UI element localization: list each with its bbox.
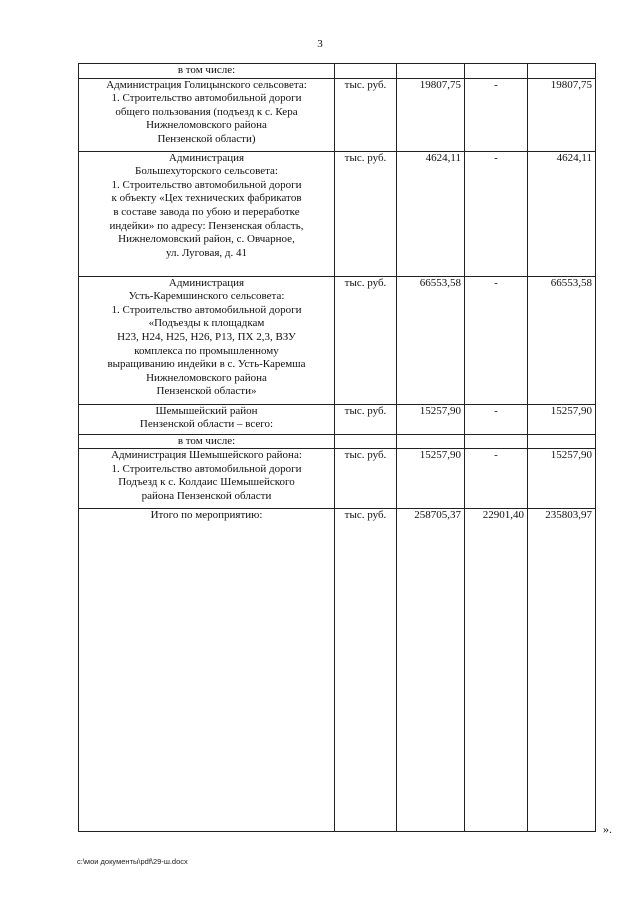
total-amount-cell bbox=[397, 434, 465, 449]
row-name-line: ул. Луговая, д. 41 bbox=[165, 246, 248, 259]
row-name-line: Усть-Каремшинского сельсовета: bbox=[128, 290, 285, 303]
table-row bbox=[79, 151, 596, 276]
regional-amount-cell: 19807,75 bbox=[528, 78, 596, 151]
federal-amount-cell: 22901,40 bbox=[465, 509, 528, 832]
row-name-line: Н23, Н24, Н25, Н26, Р13, ПХ 2,3, ВЗУ bbox=[117, 330, 296, 343]
row-name-line: Администрация Шемышейского района: bbox=[111, 449, 302, 462]
federal-amount-cell: - bbox=[465, 404, 528, 434]
row-name-cell bbox=[79, 276, 335, 404]
table-row bbox=[79, 64, 596, 79]
row-name-line: 1. Строительство автомобильной дороги bbox=[111, 178, 302, 191]
row-name-line: Пензенской области) bbox=[157, 132, 256, 145]
row-name-cell bbox=[79, 151, 335, 276]
table-row bbox=[79, 404, 596, 434]
table-row bbox=[79, 78, 596, 151]
row-name-line: «Подъезды к площадкам bbox=[148, 317, 265, 330]
federal-amount-cell bbox=[465, 64, 528, 79]
regional-amount-cell: 15257,90 bbox=[528, 404, 596, 434]
row-name-line: Администрация bbox=[168, 151, 245, 164]
row-name-cell bbox=[79, 509, 335, 832]
row-name-cell bbox=[79, 64, 335, 79]
regional-amount-cell: 235803,97 bbox=[528, 509, 596, 832]
total-amount-cell: 4624,11 bbox=[397, 151, 465, 276]
unit-cell: тыс. руб. bbox=[335, 404, 397, 434]
row-name-line: Подъезд к с. Колдаис Шемышейского bbox=[118, 476, 295, 489]
table-row bbox=[79, 276, 596, 404]
row-name-line: Пензенской области – всего: bbox=[139, 418, 274, 431]
footer-file-path: c:\мои документы\pdf\29-ш.docx bbox=[77, 857, 188, 866]
total-amount-cell: 258705,37 bbox=[397, 509, 465, 832]
total-amount-cell: 19807,75 bbox=[397, 78, 465, 151]
unit-cell: тыс. руб. bbox=[335, 509, 397, 832]
row-name-line: 1. Строительство автомобильной дороги bbox=[111, 92, 302, 105]
total-amount-cell bbox=[397, 64, 465, 79]
total-amount-cell: 15257,90 bbox=[397, 404, 465, 434]
federal-amount-cell bbox=[465, 434, 528, 449]
row-name-line: Нижнеломовского района bbox=[146, 119, 267, 132]
row-name-line: в том числе: bbox=[177, 64, 236, 76]
unit-cell: тыс. руб. bbox=[335, 78, 397, 151]
regional-amount-cell bbox=[528, 434, 596, 449]
row-name-line: к объекту «Цех технических фабрикатов bbox=[111, 192, 302, 205]
row-name-line: Администрация Голицынского сельсовета: bbox=[106, 78, 307, 91]
total-amount-cell: 15257,90 bbox=[397, 449, 465, 509]
federal-amount-cell: - bbox=[465, 449, 528, 509]
row-name-line: Большехуторского сельсовета: bbox=[135, 165, 278, 178]
row-name-line: 1. Строительство автомобильной дороги bbox=[111, 303, 302, 316]
regional-amount-cell bbox=[528, 64, 596, 79]
row-name-line: Итого по мероприятию: bbox=[150, 509, 263, 522]
federal-amount-cell: - bbox=[465, 78, 528, 151]
closing-quote: ». bbox=[603, 822, 612, 836]
table-row bbox=[79, 449, 596, 509]
row-name-line: Шемышейский район bbox=[155, 404, 258, 417]
row-name-line: 1. Строительство автомобильной дороги bbox=[111, 462, 302, 475]
regional-amount-cell: 66553,58 bbox=[528, 276, 596, 404]
row-name-line: выращиванию индейки в с. Усть-Каремша bbox=[107, 358, 306, 371]
row-name-line: в том числе: bbox=[177, 434, 236, 447]
regional-amount-cell: 15257,90 bbox=[528, 449, 596, 509]
unit-cell: тыс. руб. bbox=[335, 449, 397, 509]
row-name-line: общего пользования (подъезд к с. Кера bbox=[115, 105, 298, 118]
row-name-cell bbox=[79, 449, 335, 509]
row-name-line: комплекса по промышленному bbox=[134, 344, 279, 357]
row-name-line: Пензенской области» bbox=[156, 385, 257, 398]
row-name-cell bbox=[79, 434, 335, 449]
federal-amount-cell: - bbox=[465, 276, 528, 404]
row-name-cell bbox=[79, 404, 335, 434]
row-name-line: в составе завода по убою и переработке bbox=[113, 205, 300, 218]
unit-cell bbox=[335, 64, 397, 79]
budget-table bbox=[78, 63, 596, 832]
unit-cell: тыс. руб. bbox=[335, 151, 397, 276]
row-name-line: Нижнеломовского района bbox=[146, 371, 267, 384]
row-name-line: Нижнеломовский район, с. Овчарное, bbox=[118, 233, 295, 246]
row-name-cell bbox=[79, 78, 335, 151]
row-name-line: индейки» по адресу: Пензенская область, bbox=[109, 219, 304, 232]
page-number: 3 bbox=[317, 38, 323, 50]
total-amount-cell: 66553,58 bbox=[397, 276, 465, 404]
federal-amount-cell: - bbox=[465, 151, 528, 276]
row-name-line: Администрация bbox=[168, 276, 245, 289]
row-name-line: района Пензенской области bbox=[141, 489, 272, 502]
table-row bbox=[79, 509, 596, 832]
unit-cell bbox=[335, 434, 397, 449]
regional-amount-cell: 4624,11 bbox=[528, 151, 596, 276]
unit-cell: тыс. руб. bbox=[335, 276, 397, 404]
table-row bbox=[79, 434, 596, 449]
